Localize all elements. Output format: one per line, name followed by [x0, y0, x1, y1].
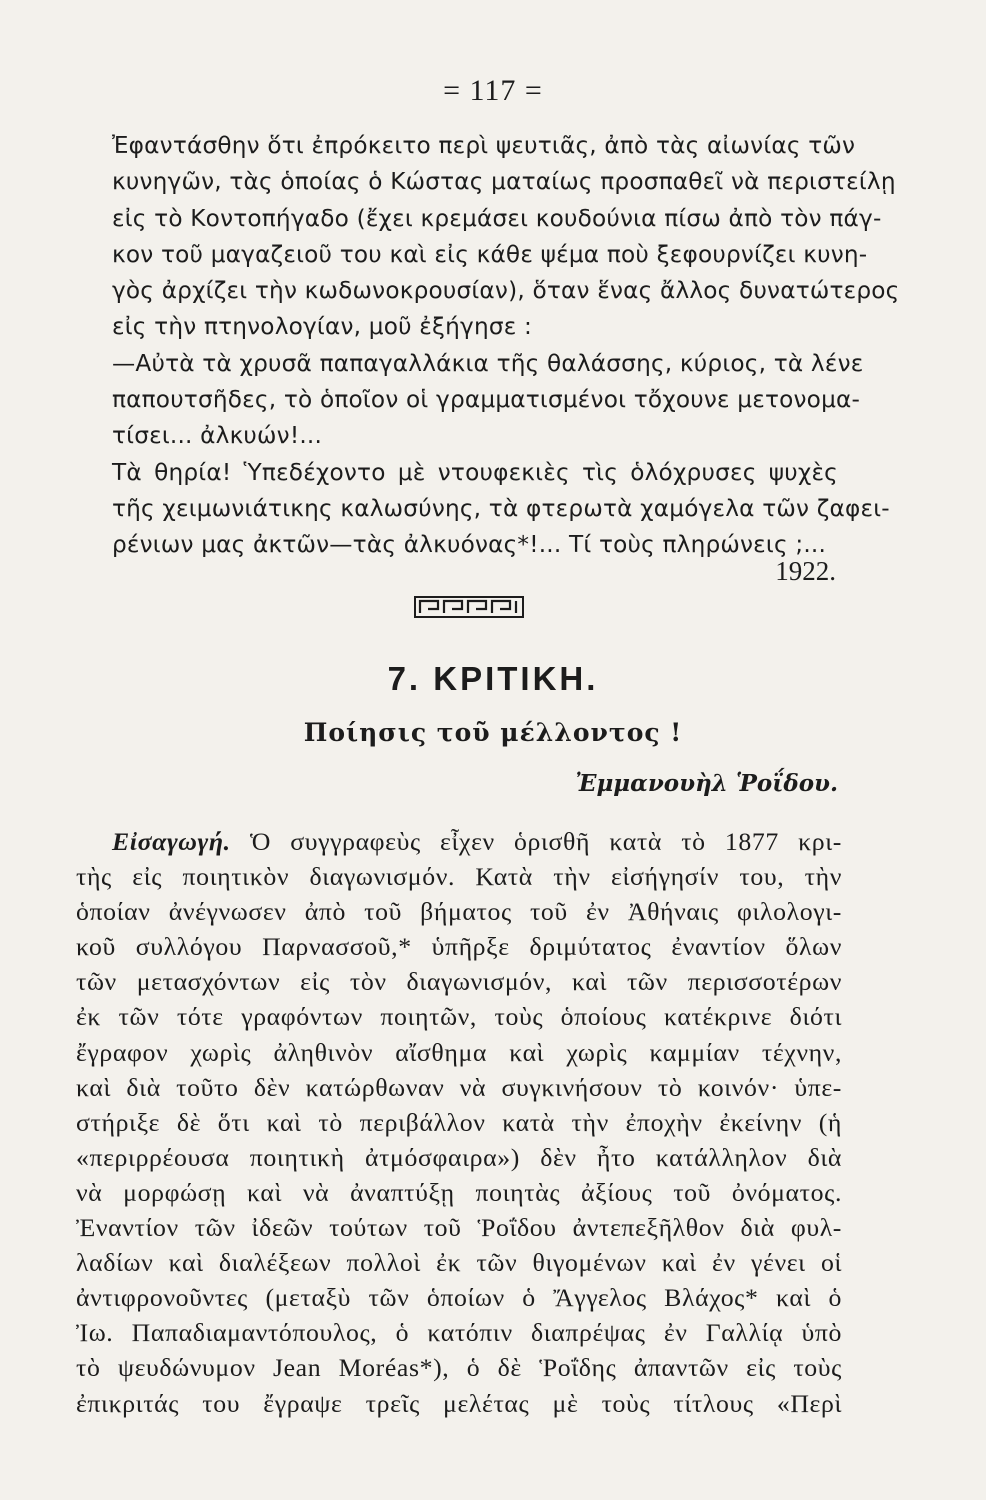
text-line: κοῦ συλλόγου Παρνασσοῦ,* ὑπῆρξε δριμύτατος ἐναντίον ὅλων — [76, 932, 842, 962]
text-line: τῶν μετασχόντων εἰς τὸν διαγωνισμόν, καὶ τῶν περισσοτέρων — [76, 967, 842, 997]
text-line: ρένιων μας ἀκτῶν—τὰς ἀλκυόνας*!... Τί τοὺς πληρώνεις ;... — [112, 531, 827, 559]
text-line: «περιρρέουσα ποιητικὴ ἀτμόσφαιρα») δὲν ἦτο κατάλληλον διὰ — [76, 1142, 842, 1172]
text-line: εἰς τὸ Κοντοπήγαδο (ἔχει κρεμάσει κουδούνια πίσω ἀπὸ τὸν πάγ- — [112, 204, 882, 232]
page-number: = 117 = — [443, 74, 543, 107]
text-line: κυνηγῶν, τὰς ὁποίας ὁ Κώστας ματαίως προσπαθεῖ νὰ περιστείλῃ — [112, 168, 896, 196]
chapter-title: 7. ΚΡΙΤΙΚΗ. — [387, 660, 599, 697]
text-line: τῆς χειμωνιάτικης καλωσύνης, τὰ φτερωτὰ χαμόγελα τῶν ζαφει- — [112, 494, 890, 522]
greek-key-ornament-icon — [414, 595, 524, 619]
text-line: ἔγραφον χωρὶς ἀληθινὸν αἴσθημα καὶ χωρὶς καμμίαν τέχνην, — [76, 1037, 842, 1067]
text-line: τὴς εἰς ποιητικὸν διαγωνισμόν. Κατὰ τὴν εἰσήγησίν του, τὴν — [76, 862, 842, 892]
essay-year: 1922. — [775, 556, 836, 586]
text-line — [76, 824, 842, 859]
text-line: τίσει... ἀλκυών!... — [112, 422, 323, 450]
text-line: Ἐφαντάσθην ὅτι ἐπρόκειτο περὶ ψευτιᾶς, ἀπὸ τὰς αἰωνίας τῶν — [112, 132, 856, 159]
text-line: ἐκ τῶν τότε γραφόντων ποιητῶν, τοὺς ὁποίους κατέκρινε διότι — [76, 1002, 842, 1032]
text-line: καὶ διὰ τοῦτο δὲν κατώρθωναν νὰ συγκινήσουν τὸ κοινόν· ὑπε- — [76, 1072, 842, 1102]
first-line-text: Ὁ συγγραφεὺς εἶχεν ὁρισθῆ κατὰ τὸ 1877 κρι- — [249, 827, 842, 856]
introduction-paragraph — [76, 824, 842, 1421]
paragraph-1 — [76, 128, 900, 346]
paragraph-2 — [76, 346, 864, 455]
text-line: τὸ ψευδώνυμον Jean Moréas*), ὁ δὲ Ῥοΐδης ἀπαντῶν εἰς τοὺς — [76, 1353, 842, 1383]
text-line: Ἰω. Παπαδιαμαντόπουλος, ὁ κατόπιν διαπρέψας ἐν Γαλλίᾳ ὑπὸ — [76, 1318, 842, 1348]
text-line: —Αὐτὰ τὰ χρυσᾶ παπαγαλλάκια τῆς θαλάσσης, κύριος, τὰ λένε — [112, 349, 864, 377]
text-line: γὸς ἀρχίζει τὴν κωδωνοκρουσίαν), ὅταν ἕνας ἄλλος δυνατώτερος — [112, 277, 900, 305]
paragraph-3 — [76, 455, 890, 564]
essay-title: Ποίησις τοῦ μέλλοντος ! — [303, 718, 683, 747]
text-line: λαδίων καὶ διαλέξεων πολλοὶ ἐκ τῶν θιγομένων καὶ ἐν γένει οἱ — [76, 1248, 842, 1278]
text-line: στήριξε δὲ ὅτι καὶ τὸ περιβάλλον κατὰ τὴν ἐποχὴν ἐκείνην (ἡ — [76, 1107, 842, 1137]
text-line: νὰ μορφώσῃ καὶ νὰ ἀναπτύξῃ ποιητὰς ἀξίους τοῦ ὀνόματος. — [76, 1177, 842, 1207]
text-line: κον τοῦ μαγαζειοῦ του καὶ εἰς κάθε ψέμα ποὺ ξεφουρνίζει κυνη- — [112, 240, 868, 268]
text-line: Ἐναντίον τῶν ἰδεῶν τούτων τοῦ Ῥοΐδου ἀντεπεξῆλθον διὰ φυλ- — [76, 1213, 842, 1243]
text-line: εἰς τὴν πτηνολογίαν, μοῦ ἐξήγησε : — [112, 313, 533, 341]
introduction-section — [76, 824, 842, 1421]
introduction-label: Εἰσαγωγή. — [112, 827, 231, 856]
author-name: Ἐμμανουὴλ Ῥοΐδου. — [575, 770, 838, 797]
essay-ending — [76, 128, 900, 564]
text-line: ἐπικριτάς του ἔγραψε τρεῖς μελέτας μὲ τοὺς τίτλους «Περὶ — [76, 1388, 842, 1418]
text-line: Τὰ θηρία! Ὑπεδέχοντο μὲ ντουφεκιὲς τὶς ὁλόχρυσες ψυχὲς — [112, 458, 838, 486]
text-line: παπουτσῆδες, τὸ ὁποῖον οἱ γραμματισμένοι τὄχουνε μετονομα- — [112, 386, 861, 414]
text-line: ἀντιφρονοῦντες (μεταξὺ τῶν ὁποίων ὁ Ἄγγελος Βλάχος* καὶ ὁ — [76, 1283, 842, 1313]
text-line: ὁποίαν ἀνέγνωσεν ἀπὸ τοῦ βήματος τοῦ ἐν Ἀθήναις φιλολογι- — [76, 897, 842, 927]
